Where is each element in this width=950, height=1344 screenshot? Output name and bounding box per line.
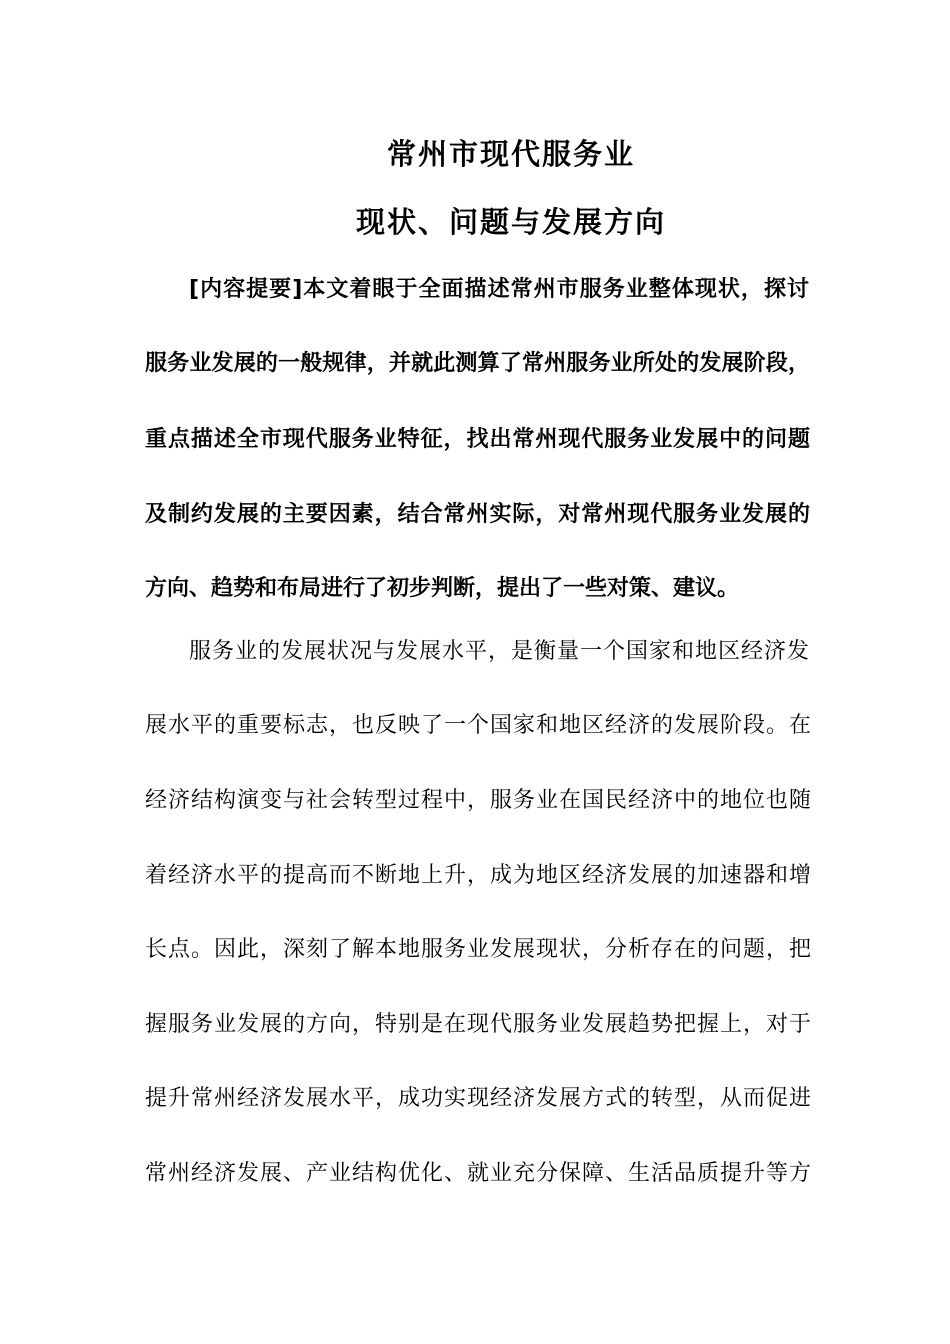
body-line: 提升常州经济发展水平，成功实现经济发展方式的转型，从而促进 <box>145 1086 813 1111</box>
body-line: 长点。因此，深刻了解本地服务业发展现状，分析存在的问题，把 <box>145 937 813 962</box>
abstract-line: [内容提要]本文着眼于全面描述常州市服务业整体现状，探讨 <box>189 277 809 302</box>
body-line: 经济结构演变与社会转型过程中，服务业在国民经济中的地位也随 <box>145 788 813 813</box>
abstract-line: 服务业发展的一般规律，并就此测算了常州服务业所处的发展阶段， <box>145 351 810 376</box>
abstract-line: 方向、趋势和布局进行了初步判断，提出了一些对策、建议。 <box>145 576 740 601</box>
abstract-line: 重点描述全市现代服务业特征，找出常州现代服务业发展中的问题 <box>145 427 810 452</box>
body-line: 握服务业发展的方向，特别是在现代服务业发展趋势把握上，对于 <box>145 1012 813 1037</box>
body-line: 服务业的发展状况与发展水平，是衡量一个国家和地区经济发 <box>189 639 811 664</box>
document-title-line-2: 现状、问题与发展方向 <box>355 205 666 239</box>
body-line: 展水平的重要标志，也反映了一个国家和地区经济的发展阶段。在 <box>145 713 813 738</box>
body-line: 着经济水平的提高而不断地上升，成为地区经济发展的加速器和增 <box>145 863 813 888</box>
document-title-line-1: 常州市现代服务业 <box>386 137 635 171</box>
abstract-line: 及制约发展的主要因素，结合常州实际，对常州现代服务业发展的 <box>145 502 810 527</box>
body-line: 常州经济发展、产业结构优化、就业充分保障、生活品质提升等方 <box>145 1161 813 1186</box>
